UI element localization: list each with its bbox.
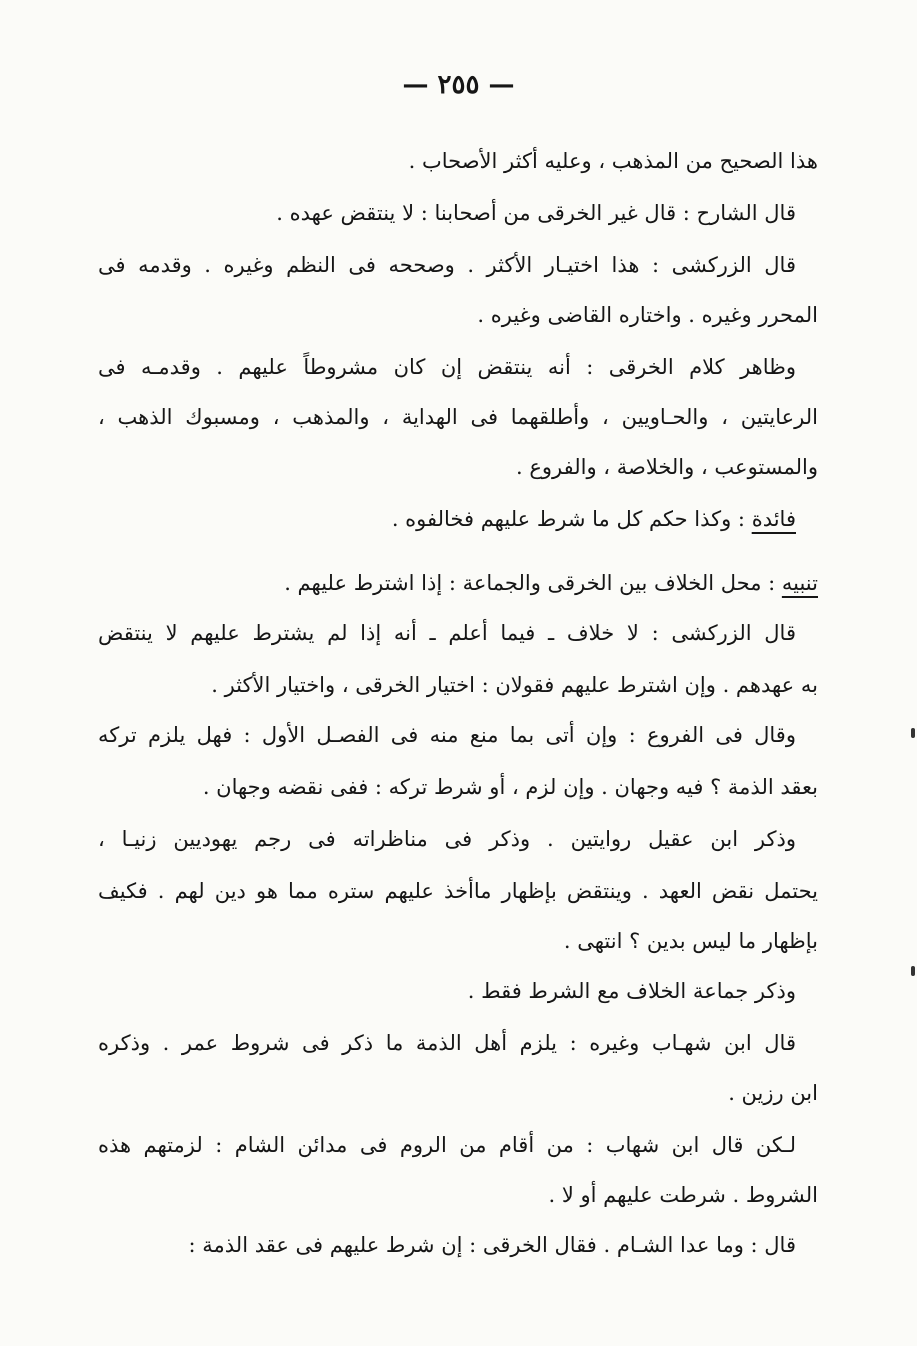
text-line: وذكر جماعة الخلاف مع الشرط فقط . <box>467 979 796 1003</box>
text-line: الشروط . شرطت عليهم أو لا . <box>548 1183 818 1207</box>
text-line: والمستوعب ، والخلاصة ، والفروع . <box>516 455 818 479</box>
faida-text: : وكذا حكم كل ما شرط عليهم فخالفوه . <box>391 507 752 531</box>
text-line: يحتمل نقض العهد . وينتقض بإظهار ماأخذ عليهم ستره مما هو دين لهم . فكيف <box>98 879 818 903</box>
margin-mark <box>911 728 915 738</box>
text-line: قال الشارح : قال غير الخرقى من أصحابنا : لا ينتقض عهده . <box>276 201 796 225</box>
tanbih-text: : محل الخلاف بين الخرقى والجماعة : إذا اشترط عليهم . <box>284 571 782 595</box>
text-line: لـكن قال ابن شهاب : من أقام من الروم فى مدائن الشام : لزمتهم هذه <box>98 1133 796 1157</box>
tanbih-label: تنبيه <box>781 571 818 595</box>
page-number: — ٢٥٥ — <box>402 70 515 100</box>
text-line: بعقد الذمة ؟ فيه وجهان . وإن لزم ، أو شرط تركه : ففى نقضه وجهان . <box>202 775 818 799</box>
text-line: وظاهر كلام الخرقى : أنه ينتقض إن كان مشروطاً عليهم . وقدمـه فى <box>98 355 796 379</box>
text-line: قال الزركشى : لا خلاف ـ فيما أعلم ـ أنه إذا لم يشترط عليهم لا ينتقض <box>98 621 796 645</box>
faida-label: فائدة <box>751 507 796 531</box>
text-line: هذا الصحيح من المذهب ، وعليه أكثر الأصحاب . <box>408 149 818 173</box>
faida-line <box>98 502 818 536</box>
text-line: به عهدهم . وإن اشترط عليهم فقولان : اختيار الخرقى ، واختيار الأكثر . <box>211 673 818 697</box>
text-line: قال الزركشى : هذا اختيـار الأكثر . وصححه فى النظم وغيره . وقدمه فى <box>98 253 796 277</box>
tanbih-line <box>98 566 818 600</box>
text-line: قال : وما عدا الشـام . فقال الخرقى : إن شرط عليهم فى عقد الذمة : <box>188 1233 796 1257</box>
text-line: بإظهار ما ليس بدين ؟ انتهى . <box>563 929 818 953</box>
text-line: وقال فى الفروع : وإن أتى بما منع منه فى الفصـل الأول : فهل يلزم تركه <box>98 723 796 747</box>
text-line: قال ابن شهـاب وغيره : يلزم أهل الذمة ما ذكر فى شروط عمر . وذكره <box>98 1031 796 1055</box>
text-line: الرعايتين ، والحـاويين ، وأطلقهما فى الهداية ، والمذهب ، ومسبوك الذهب ، <box>98 405 818 429</box>
text-line: المحرر وغيره . واختاره القاضى وغيره . <box>477 303 818 327</box>
margin-mark <box>911 966 915 976</box>
text-line: وذكر ابن عقيل روايتين . وذكر فى مناظراته فى رجم يهوديين زنيـا ، <box>98 827 796 851</box>
text-line: ابن رزين . <box>728 1081 818 1105</box>
